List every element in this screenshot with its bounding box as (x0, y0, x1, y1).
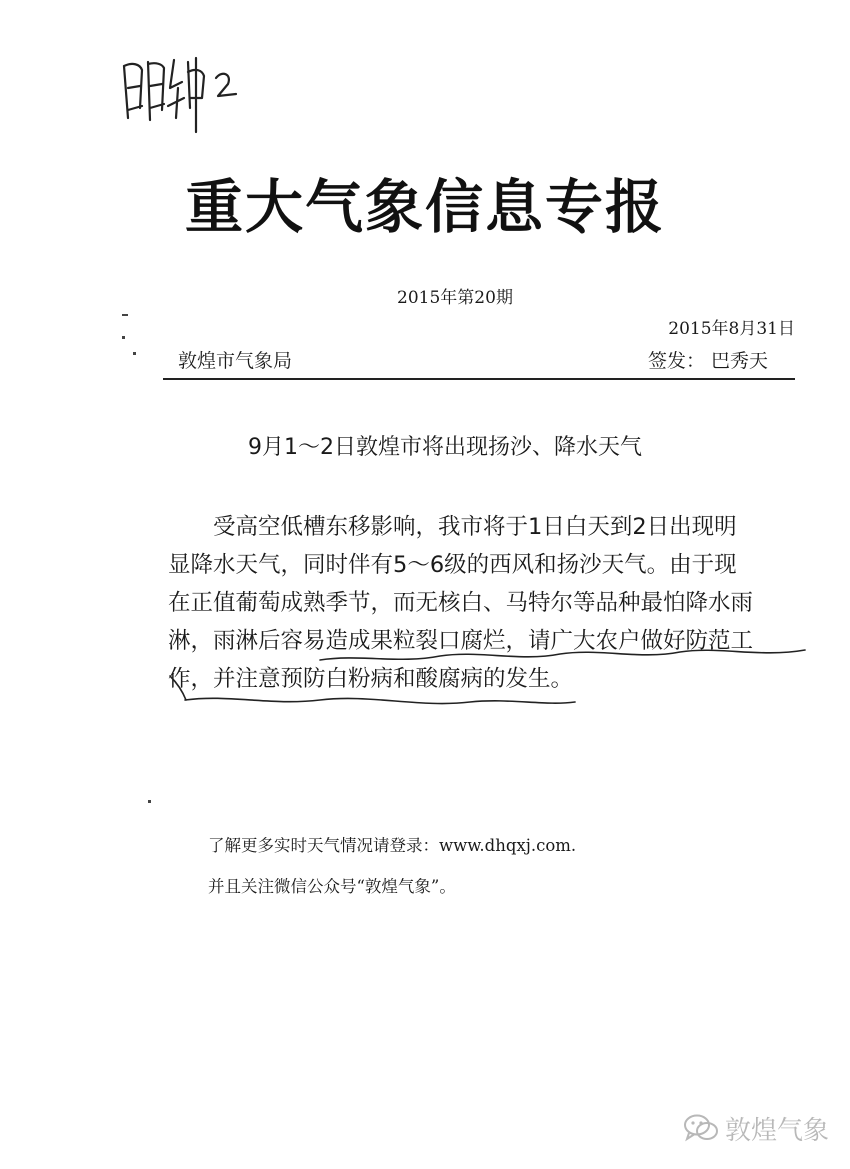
watermark (683, 1108, 829, 1148)
body-line: 作，并注意预防白粉病和酸腐病的发生。 (168, 666, 574, 692)
signer-name: 巴秀天 (711, 350, 769, 372)
issue-date: 2015年8月31日 (668, 319, 795, 339)
scan-speck (148, 800, 151, 803)
signer (648, 346, 768, 373)
wechat-icon (683, 1113, 719, 1143)
scan-speck (122, 336, 125, 339)
signer-label: 签发： (648, 350, 706, 372)
footer-website-line: 了解更多实时天气情况请登录：www.dhqxj.com. (208, 836, 577, 855)
body-line: 在正值葡萄成熟季节，而无核白、马特尔等品种最怕降水雨 (168, 590, 754, 616)
body-line: 显降水天气，同时伴有5～6级的西风和扬沙天气。由于现 (168, 552, 737, 578)
issue-number: 2015年第20期 (397, 288, 513, 308)
header-divider (163, 378, 795, 380)
document-title: 重大气象信息专报 (184, 173, 665, 241)
body-paragraph (168, 508, 813, 698)
headline: 9月1～2日敦煌市将出现扬沙、降水天气 (248, 435, 642, 460)
scan-speck (133, 352, 136, 355)
body-line: 淋，雨淋后容易造成果粒裂口腐烂，请广大农户做好防范工 (168, 628, 754, 654)
scan-speck (122, 314, 128, 316)
issuer-name: 敦煌市气象局 (178, 350, 293, 372)
watermark-text: 敦煌气象 (725, 1115, 830, 1146)
underline-stroke (185, 698, 575, 703)
handwritten-annotation (118, 48, 248, 138)
footer-wechat-line: 并且关注微信公众号“敦煌气象”。 (208, 877, 456, 896)
body-line: 受高空低槽东移影响，我市将于1日白天到2日出现明 (168, 514, 737, 540)
